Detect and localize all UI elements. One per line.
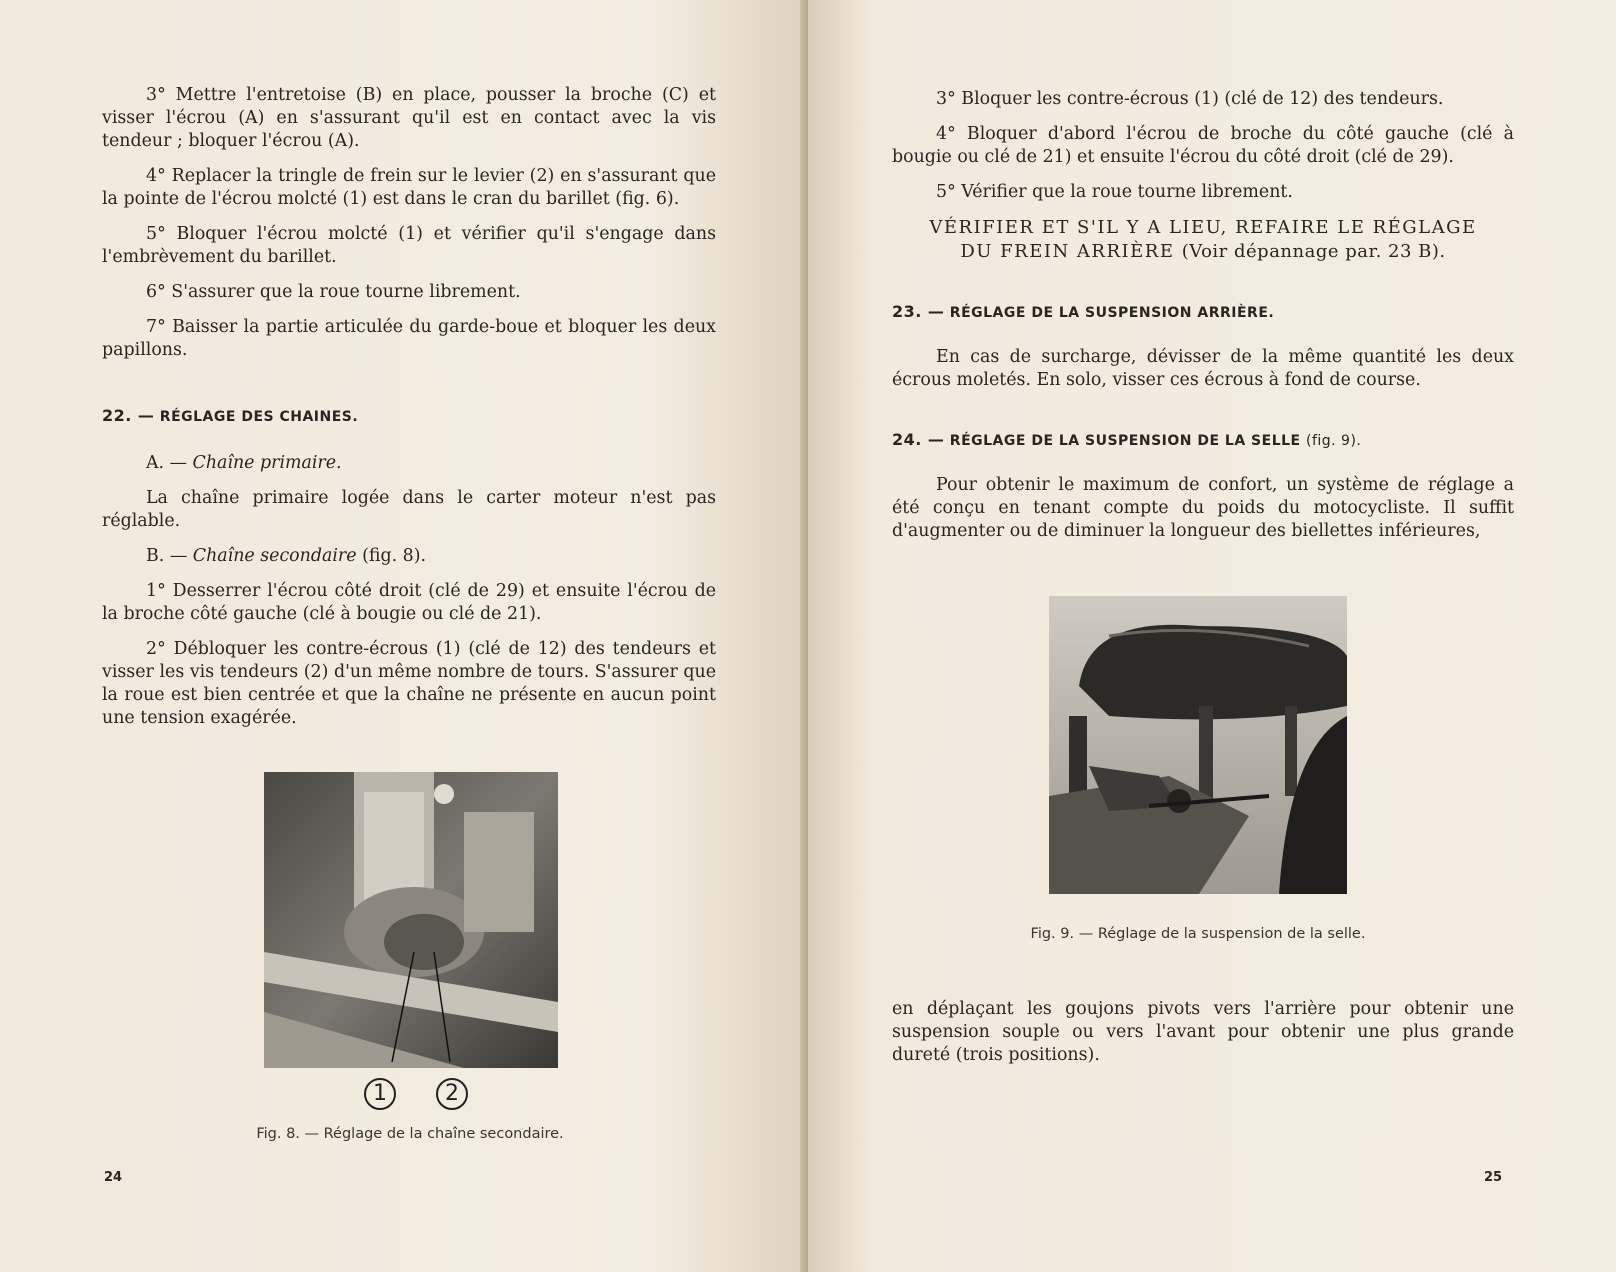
left-top-paragraphs: [102, 84, 716, 374]
section-24-number: 24. —: [892, 430, 945, 449]
callout-2: 2: [436, 1078, 468, 1110]
page-number-left: 24: [104, 1170, 123, 1185]
section-24-figref: (fig. 9).: [1305, 433, 1362, 449]
section-23-number: 23. —: [892, 302, 945, 321]
paragraph-r4: 4° Bloquer d'abord l'écrou de broche du côté gauche (clé à bougie ou clé de 21) et ensuite l'écrou du côté droit (clé de 29).: [892, 124, 1514, 167]
section-23-heading: [892, 302, 1274, 321]
paragraph-a: La chaîne primaire logée dans le carter moteur n'est pas réglable.: [102, 488, 716, 531]
figure-9-caption: Fig. 9. — Réglage de la suspension de la selle.: [1030, 926, 1366, 942]
subsection-b-title: Chaîne secondaire: [192, 546, 357, 566]
figure-9-photo: [1049, 596, 1347, 894]
paragraph-r3: 3° Bloquer les contre-écrous (1) (clé de 12) des tendeurs.: [936, 89, 1444, 109]
paragraph-5: 5° Bloquer l'écrou molcté (1) et vérifier qu'il s'engage dans l'embrèvement du barillet.: [102, 224, 716, 267]
subsection-a-label: A. —: [146, 453, 188, 473]
paragraph-3: 3° Mettre l'entretoise (B) en place, pousser la broche (C) et visser l'écrou (A) en s'assurant qu'il est en contact avec la vis tendeur ; bloquer l'écrou (A).: [102, 85, 716, 151]
subsection-a-title: Chaîne primaire.: [192, 453, 342, 473]
notice-line-2: [892, 240, 1514, 264]
section-24-title: RÉGLAGE DE LA SUSPENSION DE LA SELLE: [949, 433, 1301, 449]
left-section-22-body: [102, 452, 716, 742]
section-23-title: RÉGLAGE DE LA SUSPENSION ARRIÈRE.: [949, 305, 1275, 321]
section-22-heading: [102, 406, 358, 425]
section-24-heading: [892, 430, 1361, 449]
paragraph-23: En cas de surcharge, dévisser de la même quantité les deux écrous moletés. En solo, visser ces écrous à fond de course.: [892, 347, 1514, 390]
paragraph-7: 7° Baisser la partie articulée du garde-boue et bloquer les deux papillons.: [102, 317, 716, 360]
paragraph-6: 6° S'assurer que la roue tourne librement.: [146, 282, 521, 302]
paragraph-24b: en déplaçant les goujons pivots vers l'arrière pour obtenir une suspension souple ou vers l'avant pour obtenir une plus grande dureté (trois positions).: [892, 999, 1514, 1065]
right-top-paragraphs: [892, 88, 1514, 264]
paragraph-b2: 2° Débloquer les contre-écrous (1) (clé de 12) des tendeurs et visser les vis tendeurs (2) d'un même nombre de tours. S'assurer que la roue est bien centrée et que la chaîne ne présente en aucun point une tension exagérée.: [102, 639, 716, 728]
section-22-title: RÉGLAGE DES CHAINES.: [159, 409, 359, 425]
paragraph-24a: Pour obtenir le maximum de confort, un système de réglage a été conçu en tenant compte du poids du motocycliste. Il suffit d'augmenter ou de diminuer la longueur des biellettes inférieures,: [892, 475, 1514, 541]
paragraph-r5: 5° Vérifier que la roue tourne librement.: [936, 182, 1293, 202]
paragraph-4: 4° Replacer la tringle de frein sur le levier (2) en s'assurant que la pointe de l'écrou molcté (1) est dans le cran du barillet (fig. 6).: [102, 166, 716, 209]
right-page: [808, 0, 1616, 1272]
subsection-b-label: B. —: [146, 546, 188, 566]
section-24-body-bottom: [892, 998, 1514, 1079]
section-24-body-top: [892, 474, 1514, 555]
subsection-b-ref: (fig. 8).: [362, 546, 427, 566]
paragraph-b1: 1° Desserrer l'écrou côté droit (clé de 29) et ensuite l'écrou de la broche côté gauche (clé à bougie ou clé de 21).: [102, 581, 716, 624]
figure-8-caption: Fig. 8. — Réglage de la chaîne secondaire.: [256, 1126, 564, 1142]
page-number-right: 25: [1484, 1170, 1503, 1185]
figure-8-photo: [264, 772, 558, 1068]
section-22-number: 22. —: [102, 406, 155, 425]
notice-line-1: VÉRIFIER ET S'IL Y A LIEU, REFAIRE LE RÉGLAGE: [929, 217, 1477, 238]
section-23-body: [892, 346, 1514, 404]
subsection-b-heading: [102, 545, 716, 568]
notice-rest: (Voir dépannage par. 23 B).: [1181, 241, 1446, 262]
callout-1: 1: [364, 1078, 396, 1110]
notice-caps: DU FREIN ARRIÈRE: [960, 241, 1175, 262]
subsection-a-heading: [102, 452, 716, 475]
